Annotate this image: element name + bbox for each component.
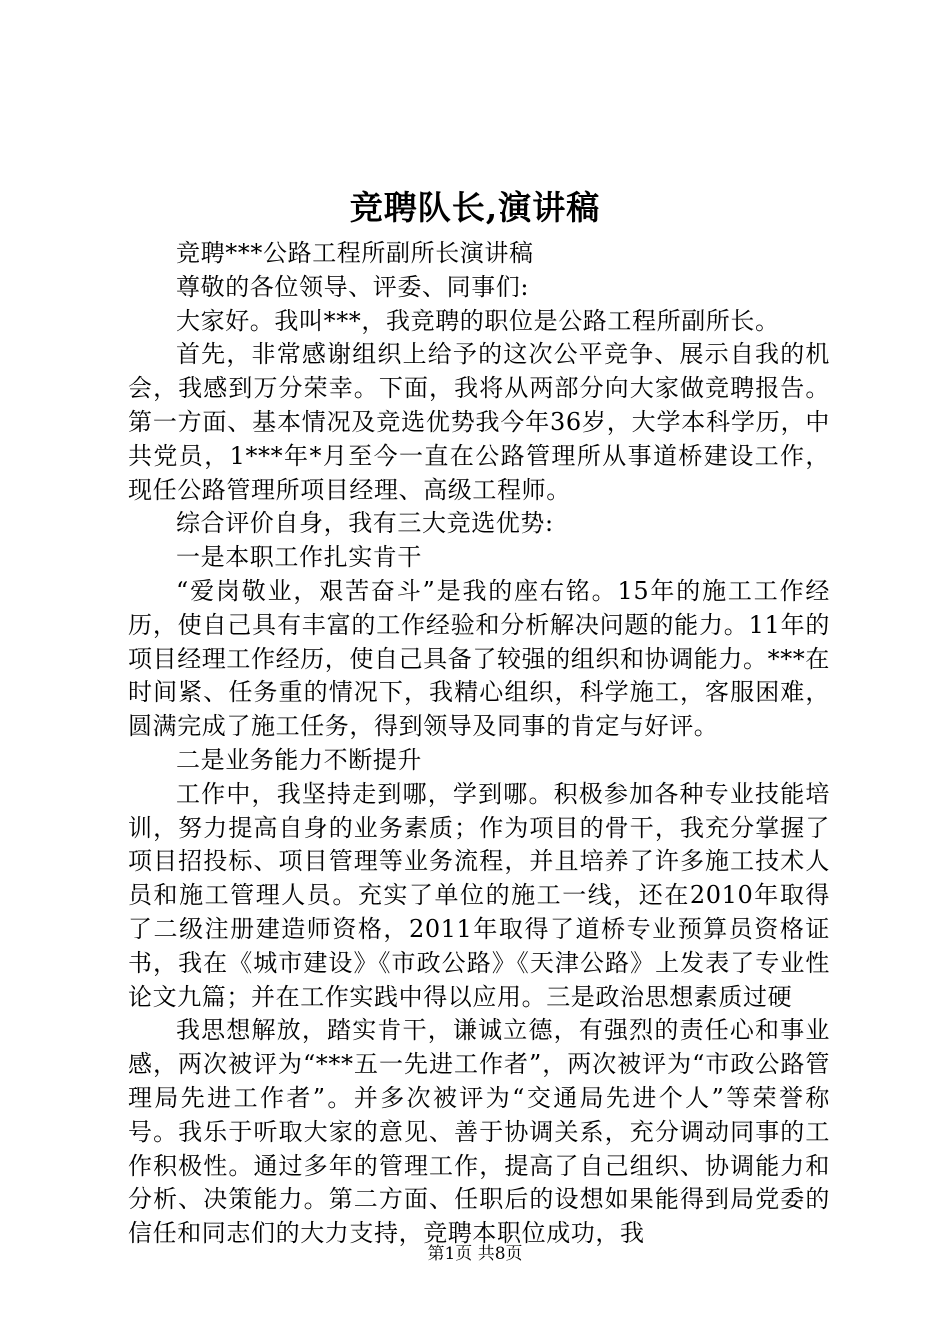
paragraph-point-two: 工作中，我坚持走到哪，学到哪。积极参加各种专业技能培训，努力提高自身的业务素质；作为项目的骨干，我充分掌握了项目招投标、项目管理等业务流程，并且培养了许多施工技术人员和施工管理人员。充实了单位的施工一线，还在2010年取得了二级注册建造师资格，2011年取得了道桥专业预算员资格证书，我在《城市建设》《市政公路》《天津公路》上发表了专业性论文九篇；并在工作实践中得以应用。三是政治思想素质过硬 <box>128 779 830 1011</box>
paragraph-intro: 首先，非常感谢组织上给予的这次公平竞争、展示自我的机会，我感到万分荣幸。下面，我将从两部分向大家做竞聘报告。第一方面、基本情况及竞选优势我今年36岁，大学本科学历，中共党员，1***年*月至今一直在公路管理所从事道桥建设工作，现任公路管理所项目经理、高级工程师。 <box>128 340 830 504</box>
paragraph-point-two-heading: 二是业务能力不断提升 <box>176 745 422 774</box>
paragraph-greeting: 大家好。我叫***，我竞聘的职位是公路工程所副所长。 <box>176 306 780 335</box>
paragraph-advantages-heading: 综合评价自身，我有三大竞选优势: <box>176 509 554 538</box>
paragraph-point-three: 我思想解放，踏实肯干，谦诚立德，有强烈的责任心和事业感，两次被评为“***五一先进工作者”，两次被评为“市政公路管理局先进工作者”。并多次被评为“交通局先进个人”等荣誉称号。我乐于听取大家的意见、善于协调关系，充分调动同事的工作积极性。通过多年的管理工作，提高了自己组织、协调能力和分析、决策能力。第二方面、任职后的设想如果能得到局党委的信任和同志们的大力支持，竞聘本职位成功，我 <box>128 1016 830 1248</box>
document-title: 竞聘队长,演讲稿 <box>349 188 601 227</box>
paragraph-point-one-heading: 一是本职工作扎实肯干 <box>176 543 422 572</box>
paragraph-point-one: “爱岗敬业，艰苦奋斗”是我的座右铭。15年的施工工作经历，使自己具有丰富的工作经验和分析解决问题的能力。11年的项目经理工作经历，使自己具备了较强的组织和协调能力。***在时间紧、任务重的情况下，我精心组织，科学施工，客服困难，圆满完成了施工任务，得到领导及同事的肯定与好评。 <box>128 576 830 741</box>
page-number-footer: 第1页 共8页 <box>427 1244 523 1264</box>
paragraph-salutation: 尊敬的各位领导、评委、同事们: <box>176 272 530 301</box>
paragraph-subtitle: 竞聘***公路工程所副所长演讲稿 <box>176 239 534 267</box>
document-body <box>128 237 830 1251</box>
